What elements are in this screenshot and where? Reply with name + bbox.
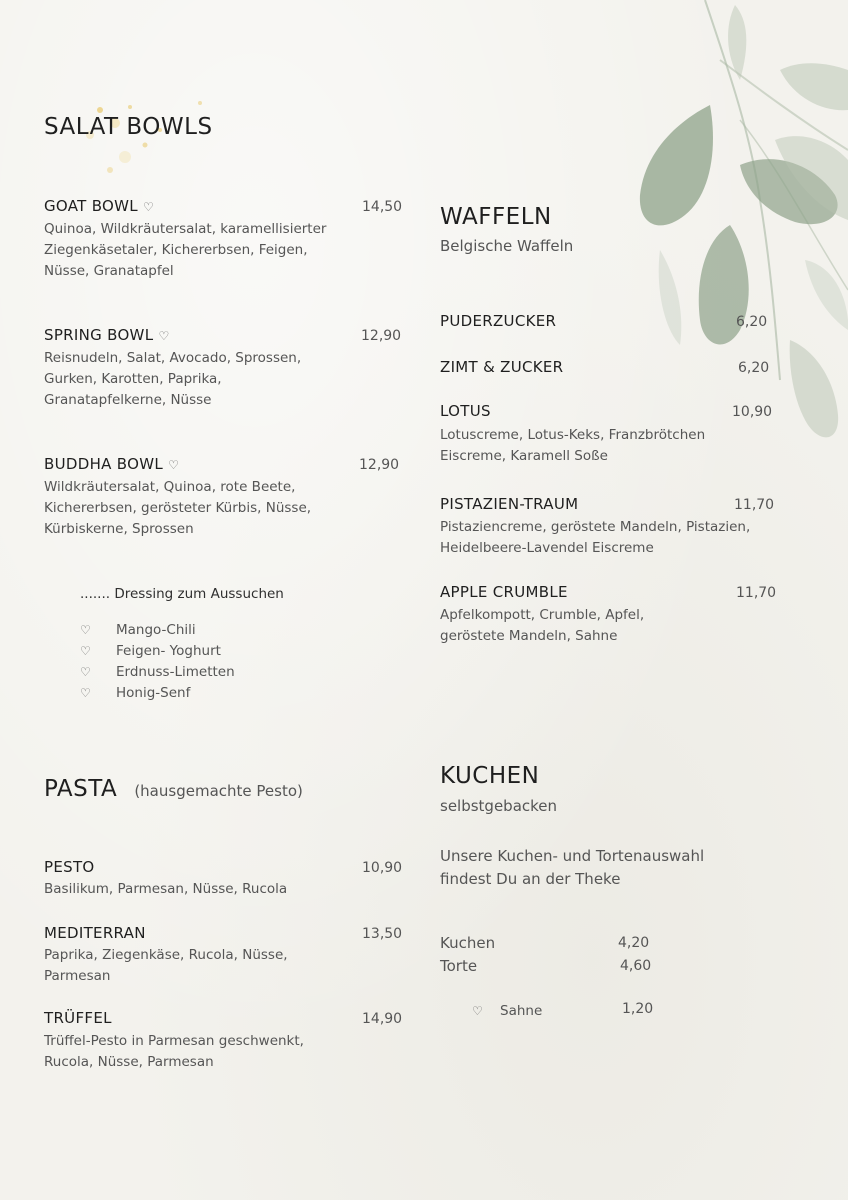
buddha-bowl-description: Wildkräutersalat, Quinoa, rote Beete, Kichererbsen, gerösteter Kürbis, Nüsse, Kürbiskerne, Sprossen	[44, 479, 312, 537]
pistazien-traum-name: PISTAZIEN-TRAUM	[440, 495, 579, 513]
sahne-row	[472, 1000, 542, 1022]
torte-name: Torte	[440, 957, 478, 975]
goat-bowl-description: Quinoa, Wildkräutersalat, karamellisierter Ziegenkäsetaler, Kichererbsen, Feigen, Nüsse, Granatapfel	[44, 221, 327, 279]
pasta-subtitle: (hausgemachte Pesto)	[134, 782, 303, 800]
kuchen-name: Kuchen	[440, 934, 496, 952]
heart-icon: ♡	[80, 623, 91, 637]
heart-icon: ♡	[472, 1004, 483, 1018]
mediterran-name: MEDITERRAN	[44, 924, 146, 942]
mediterran-description: Paprika, Ziegenkäse, Rucola, Nüsse, Parmesan	[44, 947, 288, 984]
dressing-item: ♡ Erdnuss-Limetten	[80, 662, 235, 683]
dressing-list	[80, 620, 235, 704]
dressing-item: ♡ Honig-Senf	[80, 683, 235, 704]
pistazien-traum-price: 11,70	[734, 497, 775, 513]
pistazien-traum-description: Pistaziencreme, geröstete Mandeln, Pistazien, Heidelbeere-Lavendel Eiscreme	[440, 519, 751, 556]
buddha-bowl-name: BUDDHA BOWL ♡	[44, 455, 180, 473]
torte-price: 4,60	[620, 958, 652, 974]
goat-bowl-name: GOAT BOWL ♡	[44, 197, 155, 215]
buddha-bowl-price: 12,90	[359, 457, 400, 473]
sahne-price: 1,20	[622, 1001, 654, 1017]
apple-crumble-price: 11,70	[736, 585, 777, 601]
dressing-item: ♡ Mango-Chili	[80, 620, 235, 641]
pasta-header	[44, 776, 303, 802]
mediterran-price: 13,50	[362, 926, 403, 942]
kuchen-section-title: KUCHEN	[440, 763, 540, 789]
heart-icon: ♡	[143, 200, 155, 214]
dressing-item: ♡ Feigen- Yoghurt	[80, 641, 235, 662]
spring-bowl-description: Reisnudeln, Salat, Avocado, Sprossen, Gurken, Karotten, Paprika, Granatapfelkerne, Nüsse	[44, 350, 302, 408]
kuchen-note: Unsere Kuchen- und Tortenauswahl findest Du an der Theke	[440, 847, 705, 888]
spring-bowl-name: SPRING BOWL ♡	[44, 326, 170, 344]
pesto-price: 10,90	[362, 860, 403, 876]
puderzucker-name: PUDERZUCKER	[440, 312, 557, 330]
apple-crumble-name: APPLE CRUMBLE	[440, 583, 568, 601]
lotus-price: 10,90	[732, 404, 773, 420]
pasta-section-title: PASTA	[44, 776, 118, 802]
lotus-description: Lotuscreme, Lotus-Keks, Franzbrötchen Eiscreme, Karamell Soße	[440, 427, 706, 464]
heart-icon: ♡	[158, 329, 170, 343]
salat-section-title: SALAT BOWLS	[44, 114, 213, 140]
heart-icon: ♡	[80, 665, 91, 679]
zimt-zucker-price: 6,20	[738, 360, 770, 376]
trueffel-name: TRÜFFEL	[44, 1009, 112, 1027]
waffeln-subtitle: Belgische Waffeln	[440, 237, 574, 255]
heart-icon: ♡	[80, 686, 91, 700]
puderzucker-price: 6,20	[736, 314, 768, 330]
kuchen-subtitle: selbstgebacken	[440, 797, 558, 815]
sahne-name: Sahne	[500, 1003, 543, 1019]
pesto-description: Basilikum, Parmesan, Nüsse, Rucola	[44, 881, 288, 897]
lotus-name: LOTUS	[440, 402, 491, 420]
zimt-zucker-name: ZIMT & ZUCKER	[440, 358, 564, 376]
heart-icon: ♡	[80, 644, 91, 658]
kuchen-price: 4,20	[618, 935, 650, 951]
pesto-name: PESTO	[44, 858, 95, 876]
goat-bowl-price: 14,50	[362, 199, 403, 215]
apple-crumble-description: Apfelkompott, Crumble, Apfel, geröstete Mandeln, Sahne	[440, 607, 645, 644]
waffeln-section-title: WAFFELN	[440, 204, 552, 230]
spring-bowl-price: 12,90	[361, 328, 402, 344]
eucalyptus-leaves-decoration	[600, 0, 848, 470]
heart-icon: ♡	[168, 458, 180, 472]
dressing-title: ....... Dressing zum Aussuchen	[80, 586, 284, 602]
trueffel-description: Trüffel-Pesto in Parmesan geschwenkt, Rucola, Nüsse, Parmesan	[44, 1033, 304, 1070]
trueffel-price: 14,90	[362, 1011, 403, 1027]
